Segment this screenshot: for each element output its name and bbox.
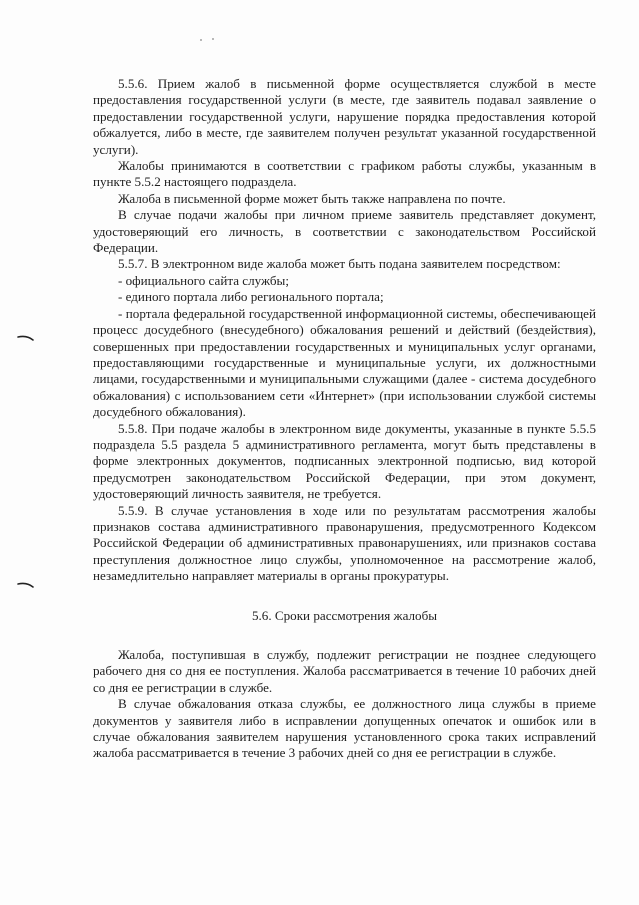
paragraph-5-5-7: 5.5.7. В электронном виде жалоба может быть подана заявителем посредством: [118, 256, 561, 272]
section-heading-5-6: 5.6. Сроки рассмотрения жалобы [251, 607, 438, 623]
paragraph-5-5-9: 5.5.9. В случае установления в ходе или по результатам рассмотрения жалобы признаков состава административного правонарушения, предусмотренного Кодексом Российской Федерации об административных правонарушениях, или признаков состава преступления должностное лицо службы, уполномоченное на рассмотрение жалоб, незамедлительно направляет материалы в органы прокуратуры. [93, 502, 596, 584]
paragraph-5-5-6: 5.5.6. Прием жалоб в письменной форме осуществляется службой в месте предоставления государственной услуги (в месте, где заявитель подавал заявление о предоставлении государственной услуги, нарушение порядка предоставления которой обжалуется, либо в месте, где заявителем получен результат указанной государственной услуги). [93, 76, 596, 157]
paragraph-refusal-appeal: В случае обжалования отказа службы, ее должностного лица службы в приеме документов у заявителя либо в исправлении допущенных опечаток и ошибок или в случае обжалования заявителем нарушения установленного срока таких исправлений жалоба рассматривается в течение 3 рабочих дней со дня ее регистрации в службе. [93, 696, 596, 761]
paragraph-personal-reception: В случае подачи жалобы при личном приеме заявитель представляет документ, удостоверяющий его личность, в соответствии с законодательством Российской Федерации. [93, 207, 596, 256]
list-item-unified-portal: - единого портала либо регионального портала; [118, 289, 384, 305]
binding-hole-mark-lower [16, 574, 38, 596]
paragraph-mail: Жалоба в письменной форме может быть также направлена по почте. [118, 190, 506, 206]
document-body [93, 76, 596, 762]
paragraph-schedule: Жалобы принимаются в соответствии с графиком работы службы, указанным в пункте 5.5.2 настоящего подраздела. [93, 158, 596, 190]
list-item-federal-portal: - портала федеральной государственной информационной системы, обеспечивающей процесс досудебного (внесудебного) обжалования решений и действий (бездействия), совершенных при предоставлении государственных и муниципальных услуг органами, предоставляющими государственные и муниципальные услуги, их должностными лицами, государственными и муниципальными служащими (далее - система досудебного обжалования) с использованием сети «Интернет» (при использовании службой системы досудебного обжалования). [93, 305, 596, 420]
paragraph-5-5-8: 5.5.8. При подаче жалобы в электронном виде документы, указанные в пункте 5.5.5 подраздела 5.5 раздела 5 административного регламента, могут быть представлены в форме электронных документов, подписанных электронной подписью, вид которой предусмотрен законодательством Российской Федерации, при этом документ, удостоверяющий личность заявителя, не требуется. [93, 420, 596, 502]
paragraph-registration: Жалоба, поступившая в службу, подлежит регистрации не позднее следующего рабочего дня со дня ее поступления. Жалоба рассматривается в течение 10 рабочих дней со дня ее регистрации в службе. [93, 647, 596, 695]
binding-hole-mark-upper [16, 326, 38, 348]
scan-speck-top [198, 36, 218, 44]
list-item-official-site: - официального сайта службы; [118, 272, 289, 288]
